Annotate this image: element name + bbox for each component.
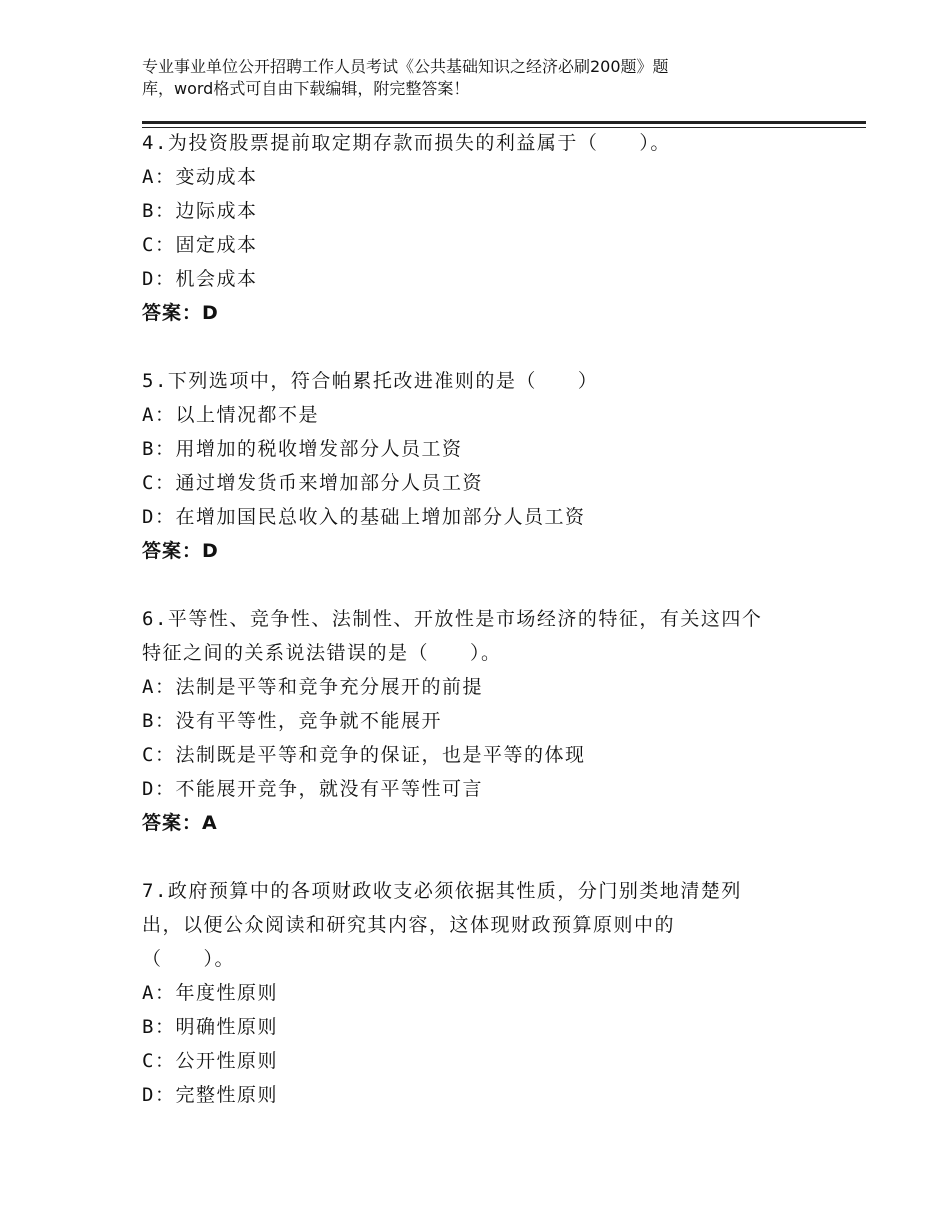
option-b: B：明确性原则	[142, 1016, 278, 1038]
option-d: D：完整性原则	[142, 1084, 278, 1106]
option-a: A：法制是平等和竞争充分展开的前提	[142, 676, 483, 698]
option-b: B：用增加的税收增发部分人员工资	[142, 438, 463, 460]
option-a: A：年度性原则	[142, 982, 278, 1004]
option-b: B：没有平等性，竞争就不能展开	[142, 710, 442, 732]
question-item	[142, 874, 802, 1112]
option-d: D：机会成本	[142, 268, 258, 290]
question-text-continued: 出，以便公众阅读和研究其内容，这体现财政预算原则中的	[142, 914, 676, 936]
question-item	[142, 602, 802, 840]
option-b: B：边际成本	[142, 200, 258, 222]
question-text: 7.政府预算中的各项财政收支必须依据其性质，分门别类地清楚列	[142, 880, 742, 902]
question-item	[142, 126, 802, 330]
header-line-1: 专业事业单位公开招聘工作人员考试《公共基础知识之经济必刷200题》题	[142, 57, 669, 76]
question-text: 4.为投资股票提前取定期存款而损失的利益属于（ ）。	[142, 132, 671, 154]
option-c: C：公开性原则	[142, 1050, 278, 1072]
answer-label: 答案：D	[142, 540, 219, 562]
question-text-continued: （ ）。	[142, 948, 236, 970]
question-list	[142, 126, 802, 1112]
option-c: C：固定成本	[142, 234, 258, 256]
option-a: A：以上情况都不是	[142, 404, 319, 426]
question-text-continued: 特征之间的关系说法错误的是（ ）。	[142, 642, 502, 664]
option-c: C：法制既是平等和竞争的保证，也是平等的体现	[142, 744, 586, 766]
document-header	[142, 56, 782, 100]
question-text: 5.下列选项中，符合帕累托改进准则的是（ ）	[142, 370, 599, 392]
option-d: D：不能展开竞争，就没有平等性可言	[142, 778, 483, 800]
question-item	[142, 364, 802, 568]
option-c: C：通过增发货币来增加部分人员工资	[142, 472, 483, 494]
option-a: A：变动成本	[142, 166, 258, 188]
answer-label: 答案：D	[142, 302, 219, 324]
question-text: 6.平等性、竞争性、法制性、开放性是市场经济的特征，有关这四个	[142, 608, 763, 630]
answer-label: 答案：A	[142, 812, 218, 834]
header-divider-thick	[142, 121, 866, 124]
option-d: D：在增加国民总收入的基础上增加部分人员工资	[142, 506, 586, 528]
header-line-2: 库，word格式可自由下载编辑，附完整答案！	[142, 79, 470, 98]
